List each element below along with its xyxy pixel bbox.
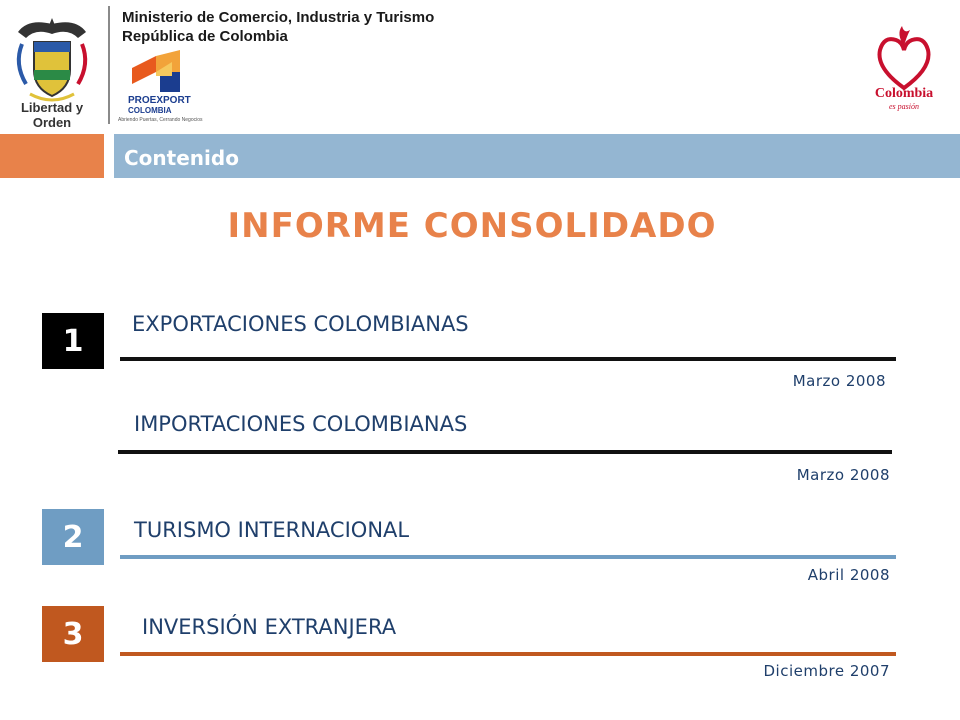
entry-date: Diciembre 2007 [763, 662, 890, 680]
entry-date: Abril 2008 [807, 566, 890, 584]
entry-title-importaciones[interactable]: IMPORTACIONES COLOMBIANAS [134, 412, 468, 436]
ministry-line-2: República de Colombia [122, 28, 288, 45]
ministry-line-1: Ministerio de Comercio, Industria y Turismo [122, 9, 435, 26]
brand-word: Colombia [874, 86, 934, 101]
entry-title-exportaciones[interactable]: EXPORTACIONES COLOMBIANAS [132, 312, 469, 336]
proexport-name: PROEXPORT [128, 95, 191, 106]
header-divider [108, 6, 110, 124]
entry-title-inversion[interactable]: INVERSIÓN EXTRANJERA [142, 615, 397, 639]
section-number-3: 3 [42, 606, 104, 662]
proexport-country: COLOMBIA [128, 106, 172, 115]
entry-date: Marzo 2008 [796, 466, 890, 484]
entry-underline [118, 450, 892, 454]
entry-underline [120, 555, 896, 559]
entry-underline [120, 652, 896, 656]
brand-tagline: es pasión [889, 102, 919, 111]
entry-underline [120, 357, 896, 361]
page-title: INFORME CONSOLIDADO [227, 206, 717, 246]
entry-date: Marzo 2008 [792, 372, 886, 390]
section-number-1: 1 [42, 313, 104, 369]
section-accent-block [0, 134, 104, 178]
section-label: Contenido [124, 146, 239, 170]
crest-caption: Libertad y Orden [20, 100, 84, 130]
colombia-brand-heart-icon [866, 24, 942, 94]
section-number-2: 2 [42, 509, 104, 565]
ministry-name [122, 8, 434, 46]
section-bar [114, 134, 960, 178]
entry-title-turismo[interactable]: TURISMO INTERNACIONAL [134, 518, 410, 542]
proexport-tagline: Abriendo Puertas, Cerrando Negocios [118, 117, 203, 123]
proexport-logo-icon [126, 50, 196, 96]
